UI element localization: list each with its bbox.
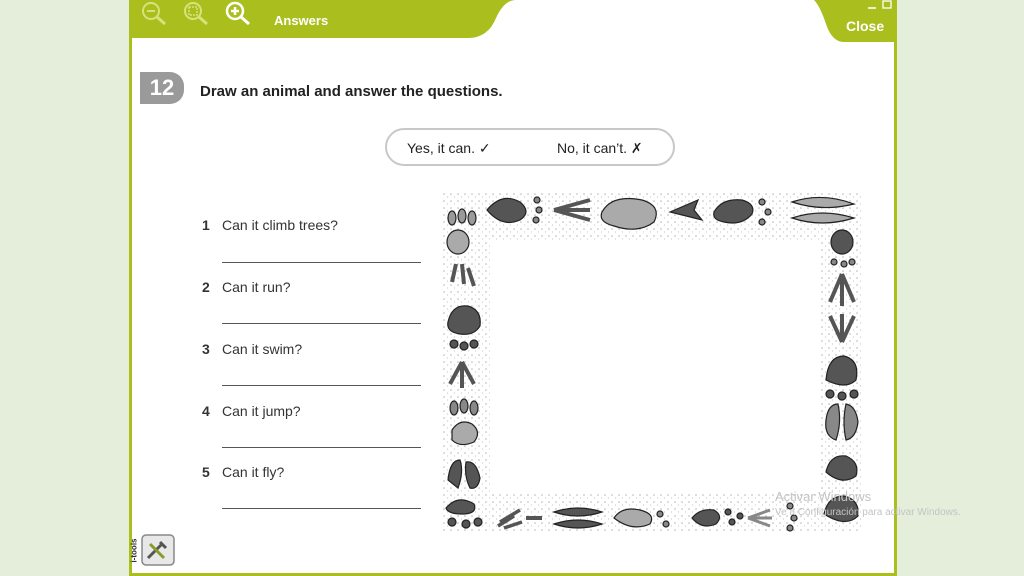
zoom-in-icon[interactable] <box>224 0 254 26</box>
question-text: Can it fly? <box>222 464 285 480</box>
i-tools-button[interactable] <box>129 532 178 568</box>
question-number: 2 <box>202 279 210 295</box>
answers-button[interactable]: Answers <box>274 13 329 28</box>
legend-yes: Yes, it can. ✓ <box>407 140 491 156</box>
answer-line-1[interactable] <box>222 262 421 263</box>
zoom-out-icon[interactable] <box>140 0 170 26</box>
question-text: Can it run? <box>222 279 291 295</box>
minimize-icon[interactable] <box>866 0 878 10</box>
answer-line-3[interactable] <box>222 385 421 386</box>
exercise-number: 12 <box>140 72 184 104</box>
answer-line-5[interactable] <box>222 508 421 509</box>
windows-activation-subtext: Ve a Configuración para activar Windows. <box>775 507 961 518</box>
question-number: 5 <box>202 464 210 480</box>
answer-key-box <box>385 128 675 166</box>
question-text: Can it climb trees? <box>222 217 338 233</box>
top-toolbar <box>132 0 894 42</box>
exercise-title: Draw an animal and answer the questions. <box>200 83 503 100</box>
legend-no: No, it can’t. ✗ <box>557 140 643 156</box>
question-number: 1 <box>202 217 210 233</box>
close-button[interactable]: Close <box>846 18 885 34</box>
question-text: Can it swim? <box>222 341 303 357</box>
zoom-fit-icon[interactable] <box>182 0 212 26</box>
i-tools-label: i-tools <box>129 538 139 563</box>
animal-footprint-frame[interactable] <box>442 192 862 532</box>
question-number: 3 <box>202 341 210 357</box>
question-number: 4 <box>202 403 210 419</box>
answer-line-4[interactable] <box>222 447 421 448</box>
windows-activation-watermark: Activar Windows <box>775 489 872 504</box>
answer-line-2[interactable] <box>222 323 421 324</box>
maximize-icon[interactable] <box>881 0 893 10</box>
question-text: Can it jump? <box>222 403 301 419</box>
